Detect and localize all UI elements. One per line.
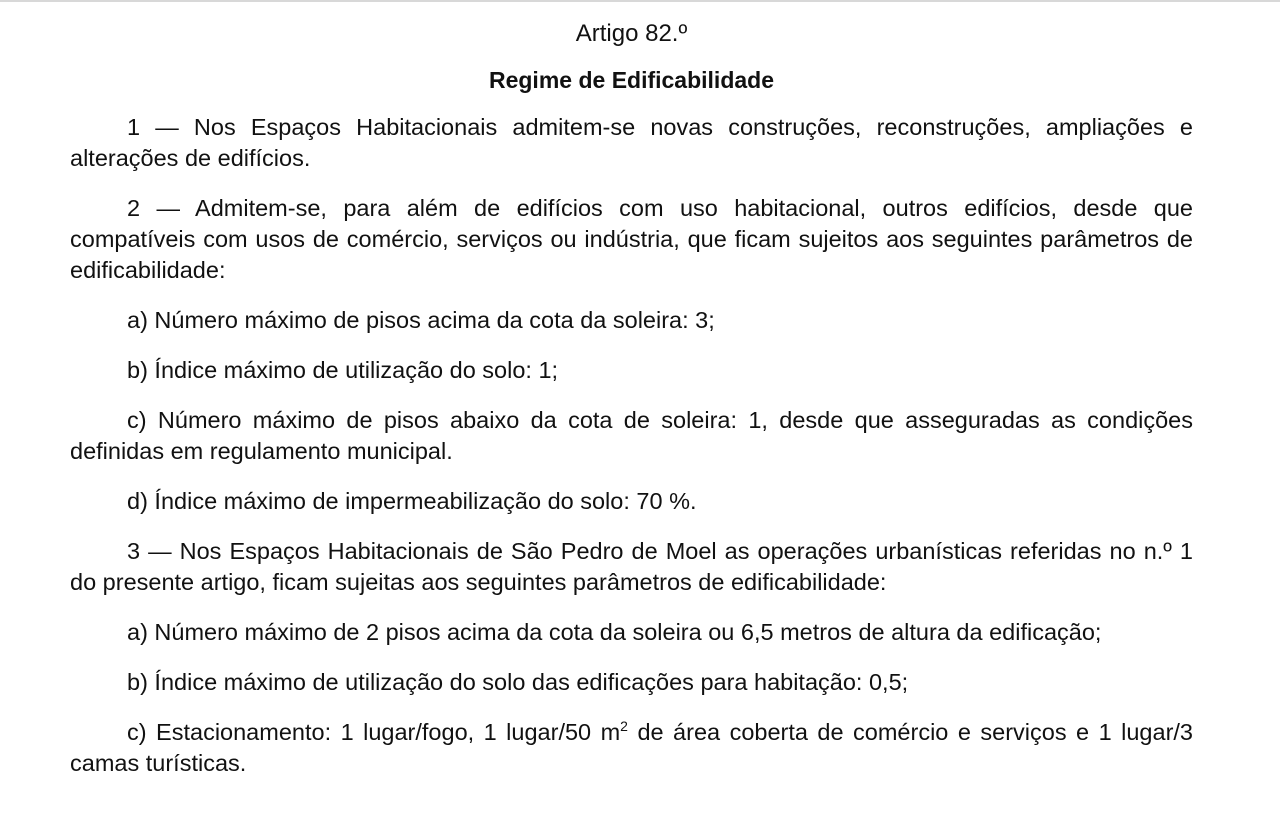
article-number: Artigo 82.º: [575, 20, 688, 47]
paragraph-3-item-a: a) Número máximo de 2 pisos acima da cota da soleira ou 6,5 metros de altura da edificação;: [127, 619, 1102, 645]
paragraph-2-item-c: c) Número máximo de pisos abaixo da cota de soleira: 1, desde que asseguradas as condições definidas em regulamento municipal.: [70, 407, 1193, 464]
paragraph-3: 3 — Nos Espaços Habitacionais de São Pedro de Moel as operações urbanísticas referidas no n.º 1 do presente artigo, ficam sujeitas aos seguintes parâmetros de edificabilidade:: [70, 538, 1193, 595]
item-c-text-after: de área coberta de comércio e serviços e 1 lugar/3 camas turísticas.: [70, 719, 1193, 776]
area-unit-superscript: 2: [620, 718, 628, 735]
top-divider: [0, 0, 1280, 2]
paragraph-2-item-b: b) Índice máximo de utilização do solo: 1;: [127, 357, 559, 383]
item-c-text-before: c) Estacionamento: 1 lugar/fogo, 1 lugar/50 m: [127, 719, 621, 745]
paragraph-1: 1 — Nos Espaços Habitacionais admitem-se novas construções, reconstruções, ampliações e alterações de edifícios.: [70, 114, 1193, 171]
paragraph-2: 2 — Admitem-se, para além de edifícios com uso habitacional, outros edifícios, desde que compatíveis com usos de comércio, serviços ou indústria, que ficam sujeitos aos seguintes parâmetros de edificabilidade:: [70, 195, 1193, 283]
paragraph-3-item-c: [70, 717, 1193, 779]
document-page: [70, 14, 1193, 779]
paragraph-2-item-d: d) Índice máximo de impermeabilização do solo: 70 %.: [127, 488, 697, 514]
paragraph-2-item-a: a) Número máximo de pisos acima da cota da soleira: 3;: [127, 307, 715, 333]
article-title: Regime de Edificabilidade: [488, 67, 775, 93]
paragraph-3-item-b: b) Índice máximo de utilização do solo das edificações para habitação: 0,5;: [127, 669, 909, 695]
